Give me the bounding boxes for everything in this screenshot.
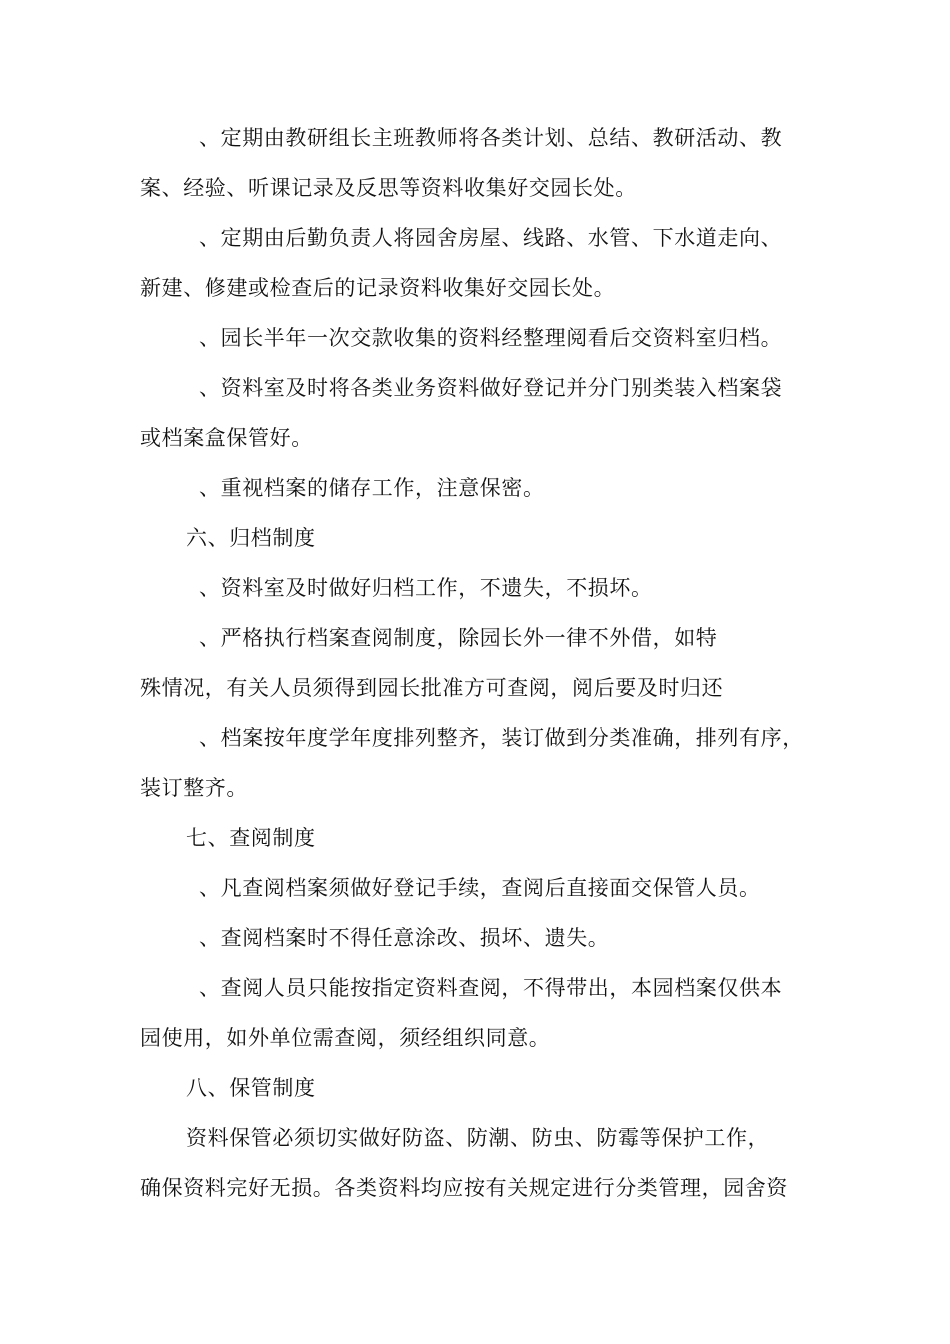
text-line: 、资料室及时将各类业务资料做好登记并分门别类装入档案袋 <box>199 376 783 400</box>
text-line: 、档案按年度学年度排列整齐，装订做到分类准确，排列有序， <box>199 726 804 750</box>
text-line: 装订整齐。 <box>140 776 248 800</box>
text-line: 资料保管必须切实做好防盗、防潮、防虫、防霉等保护工作， <box>186 1126 770 1150</box>
text-line: 、查阅人员只能按指定资料查阅，不得带出，本园档案仅供本 <box>199 976 783 1000</box>
text-line: 案、经验、听课记录及反思等资料收集好交园长处。 <box>140 176 637 200</box>
text-line: 、定期由后勤负责人将园舍房屋、线路、水管、下水道走向、 <box>199 226 783 250</box>
text-line: 确保资料完好无损。各类资料均应按有关规定进行分类管理，园舍资 <box>140 1176 788 1200</box>
text-line: 、查阅档案时不得任意涂改、损坏、遗失。 <box>199 926 610 950</box>
text-line: 、资料室及时做好归档工作，不遗失，不损坏。 <box>199 576 653 600</box>
text-line: 园使用，如外单位需查阅，须经组织同意。 <box>140 1026 551 1050</box>
section-heading: 六、归档制度 <box>186 526 316 550</box>
text-line: 、凡查阅档案须做好登记手续，查阅后直接面交保管人员。 <box>199 876 761 900</box>
text-line: 、严格执行档案查阅制度，除园长外一律不外借，如特 <box>199 626 718 650</box>
text-line: 新建、修建或检查后的记录资料收集好交园长处。 <box>140 276 616 300</box>
section-heading: 七、查阅制度 <box>186 826 316 850</box>
text-line: 殊情况，有关人员须得到园长批准方可查阅，阅后要及时归还 <box>140 676 724 700</box>
text-line: 、重视档案的储存工作，注意保密。 <box>199 476 545 500</box>
text-line: 、园长半年一次交款收集的资料经整理阅看后交资料室归档。 <box>199 326 783 350</box>
text-line: 、定期由教研组长主班教师将各类计划、总结、教研活动、教 <box>199 126 783 150</box>
text-line: 或档案盒保管好。 <box>140 426 313 450</box>
section-heading: 八、保管制度 <box>186 1076 316 1100</box>
